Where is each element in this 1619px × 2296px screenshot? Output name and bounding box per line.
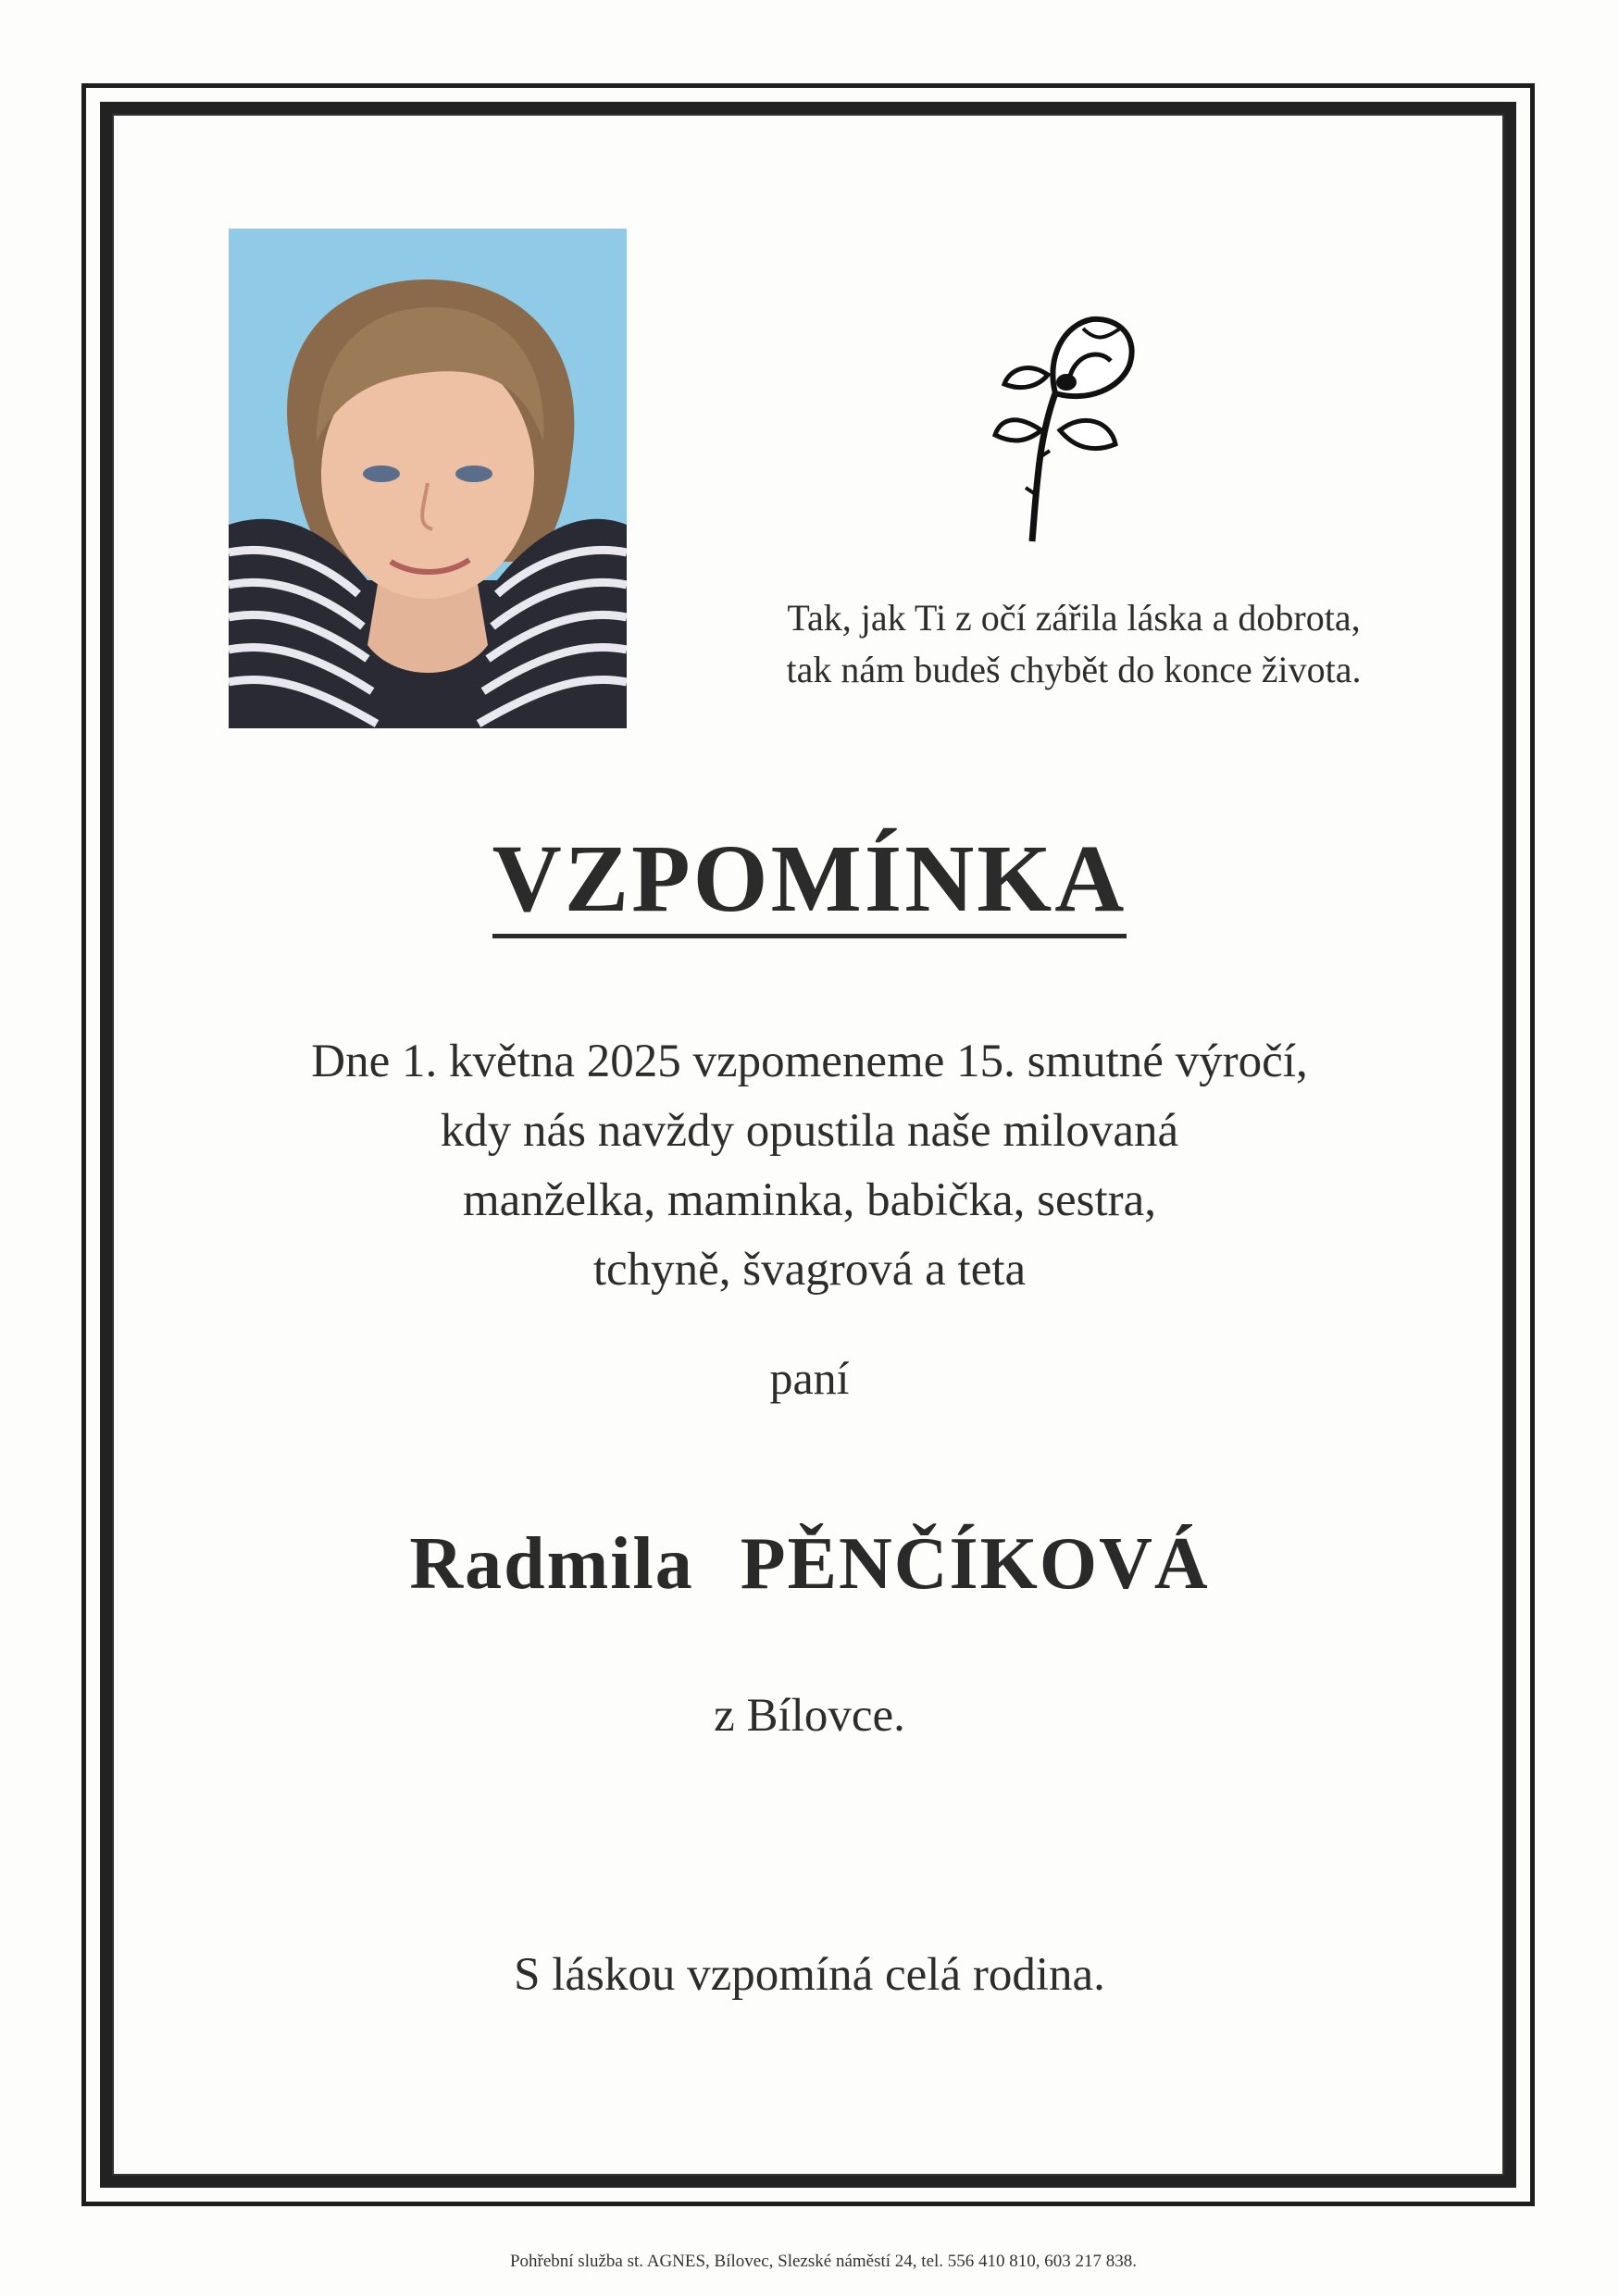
rose-icon xyxy=(981,273,1148,551)
last-name: PĚNČÍKOVÁ xyxy=(740,1523,1210,1605)
announcement-line-4: tchyně, švagrová a teta xyxy=(592,1244,1027,1296)
announcement xyxy=(0,1027,1619,1305)
first-name: Radmila xyxy=(409,1523,694,1605)
place-of-origin: z Bílovce. xyxy=(714,1690,905,1742)
deceased-name xyxy=(0,1522,1619,1607)
verse-line-1: Tak, jak Ti z očí zářila láska a dobrota, xyxy=(787,597,1361,639)
announcement-line-2: kdy nás navždy opustila naše milovaná xyxy=(440,1105,1179,1157)
page-title-text: VZPOMÍNKA xyxy=(492,828,1127,938)
announcement-line-1: Dne 1. května 2025 vzpomeneme 15. smutné výročí, xyxy=(311,1036,1308,1087)
portrait-photo xyxy=(229,229,627,728)
announcement-line-3: manželka, maminka, babička, sestra, xyxy=(462,1174,1157,1226)
page-title xyxy=(0,825,1619,938)
verse-line-2: tak nám budeš chybět do konce života. xyxy=(786,649,1362,690)
closing-line: S láskou vzpomíná celá rodina. xyxy=(514,1949,1105,2001)
funeral-service-footer: Pohřební služba st. AGNES, Bílovec, Slezské náměstí 24, tel. 556 410 810, 603 217 838. xyxy=(509,2252,1138,2271)
salutation: paní xyxy=(769,1352,850,1404)
verse xyxy=(676,592,1472,696)
